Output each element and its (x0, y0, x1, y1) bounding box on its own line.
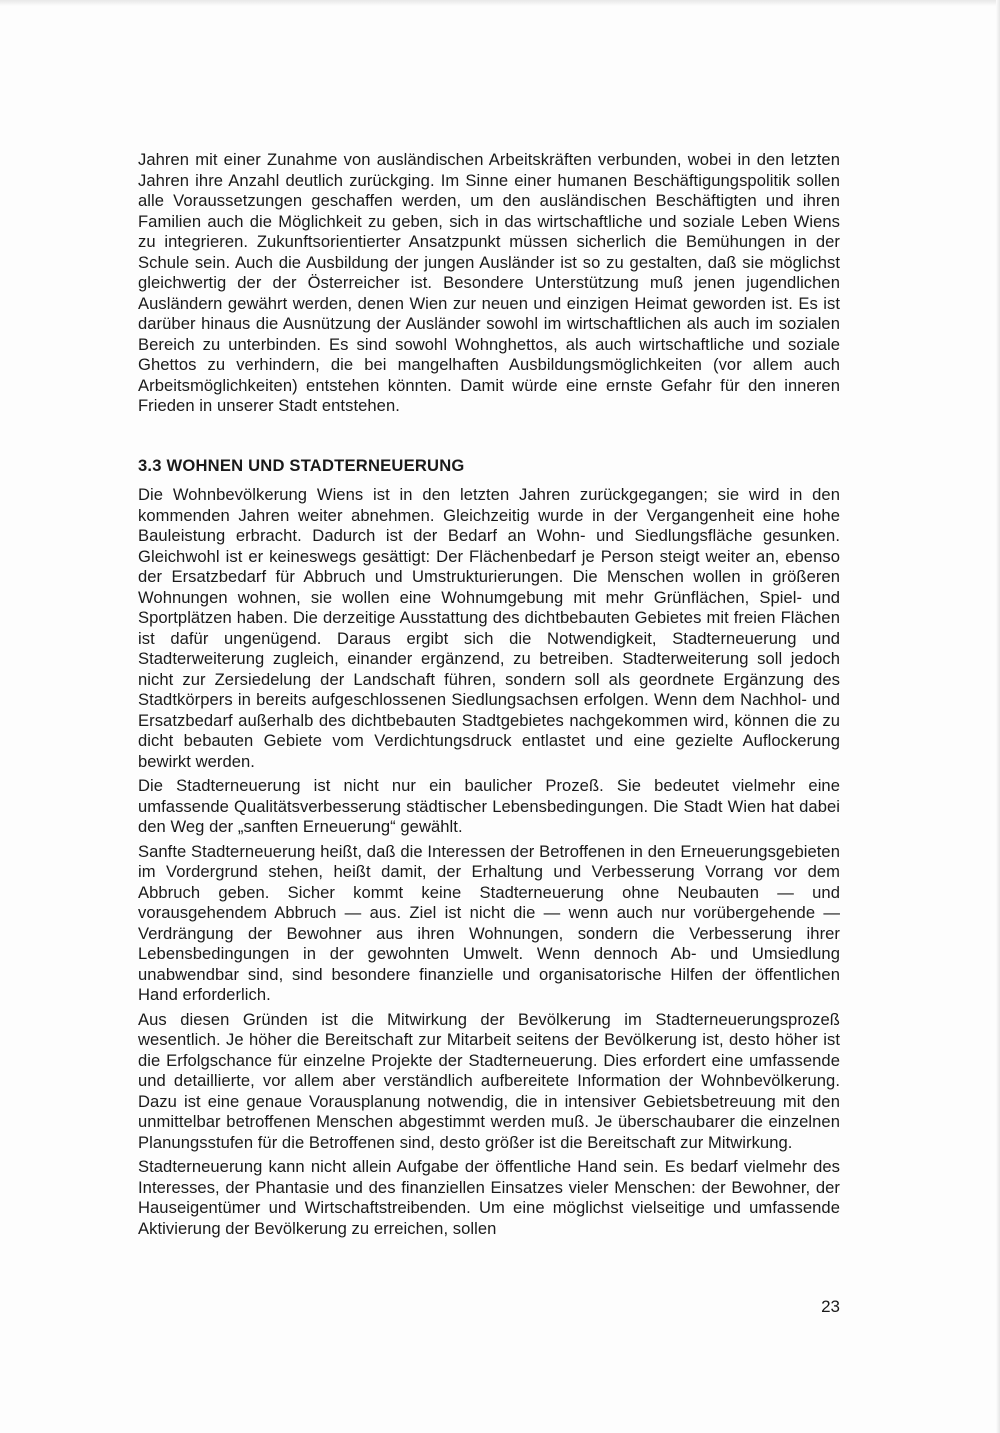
page-edge-shadow (996, 0, 1000, 1433)
intro-paragraph: Jahren mit einer Zunahme von ausländischen Arbeitskräften verbunden, wobei in den letzten Jahren ihre Anzahl deutlich zurückging. Im Sinne einer humanen Beschäftigungspolitik sollen alle Voraussetzungen geschaffen werden, um den ausländischen Beschäftigten und ihren Familien auch die Möglichkeit zu geben, sich in das wirtschaftliche und soziale Leben Wiens zu integrieren. Zukunftsorientierter Ansatzpunkt müssen sicherlich die Bemühungen in der Schule sein. Auch die Ausbildung der jungen Ausländer ist so zu gestalten, daß sie möglichst gleichwertig der der Österreicher ist. Besondere Unterstützung muß jenen jugendlichen Ausländern gewährt werden, denen Wien zur neuen und einzigen Heimat geworden ist. Es ist darüber hinaus die Ausnützung der Ausländer sowohl im wirtschaftlichen als auch im sozialen Bereich zu unterbinden. Es sind sowohl Wohnghettos, als auch wirtschaftliche und soziale Ghettos zu verhindern, die bei mangelhaften Ausbildungsmöglichkeiten (vor allem auch Arbeitsmöglichkeiten) entstehen könnten. Damit würde eine ernste Gefahr für den inneren Frieden in unserer Stadt entstehen. (138, 150, 840, 415)
body-paragraph: Stadterneuerung kann nicht allein Aufgabe der öffentliche Hand sein. Es bedarf vielmehr des Interesses, der Phantasie und des finanziellen Einsatzes vieler Menschen: der Bewohner, der Hauseigentümer und Wirtschaftstreibenden. Um eine möglichst vielseitige und umfassende Aktivierung der Bevölkerung zu erreichen, sollen (138, 1157, 840, 1238)
body-paragraph: Aus diesen Gründen ist die Mitwirkung der Bevölkerung im Stadterneuerungsprozeß wesentlich. Je höher die Bereitschaft zur Mitarbeit seitens der Bevölkerung ist, desto höher ist die Erfolgschance für einzelne Projekte der Stadterneuerung. Dies erfordert eine umfassende und detaillierte, vor allem aber verständlich aufbereitete Information der Wohnbevölkerung. Dazu ist eine genaue Vorausplanung notwendig, die in intensiver Gebietsbetreuung mit den unmittelbar betroffenen Menschen abgestimmt werden muß. Je überschaubarer die einzelnen Planungsstufen für die Betroffenen sind, desto größer ist die Bereitschaft zur Mitwirkung. (138, 1009, 840, 1152)
body-paragraph: Die Wohnbevölkerung Wiens ist in den letzten Jahren zurückgegangen; sie wird in den kommenden Jahren weiter abnehmen. Gleichzeitig wurde in der Vergangenheit eine hohe Bauleistung erbracht. Dadurch ist der Bedarf an Wohn- und Siedlungsfläche gesunken. Gleichwohl ist er keineswegs gesättigt: Der Flächenbedarf je Person steigt weiter an, ebenso der Ersatzbedarf für Abbruch und Umstrukturierungen. Die Menschen wollen in größeren Wohnungen wohnen, sie wollen eine Wohnumgebung mit mehr Grünflächen, Spiel- und Sportplätzen haben. Die derzeitige Ausstattung des dichtbebauten Gebietes mit freien Flächen ist dafür ungenügend. Daraus ergibt sich die Notwendigkeit, Stadterneuerung und Stadterweiterung zugleich, einander ergänzend, zu betreiben. Stadterweiterung soll jedoch nicht zur Zersiedelung der Landschaft führen, sondern soll als geordnete Ergänzung des Stadtkörpers in bereits aufgeschlossenen Siedlungsachsen erfolgen. Wenn dem Nachhol- und Ersatzbedarf außerhalb des dichtbebauten Stadtgebietes nachgekommen wird, können die zu dicht bebauten Gebiete vom Verdichtungsdruck entlastet und eine gezielte Auflockerung bewirkt werden. (138, 485, 840, 771)
page-edge-shadow (0, 0, 1000, 6)
body-paragraph: Die Stadterneuerung ist nicht nur ein baulicher Prozeß. Sie bedeutet vielmehr eine umfassende Qualitätsverbesserung städtischer Lebensbedingungen. Die Stadt Wien hat dabei den Weg der „sanften Erneuerung“ gewählt. (138, 776, 840, 836)
body-paragraph: Sanfte Stadterneuerung heißt, daß die Interessen der Betroffenen in den Erneuerungsgebieten im Vordergrund stehen, heißt damit, der Erhaltung und Verbesserung Vorrang vor dem Abbruch geben. Sicher kommt keine Stadterneuerung ohne Neubauten — und vorausgehendem Abbruch — aus. Ziel ist nicht die — wenn auch nur vorübergehende — Verdrängung der Bewohner aus ihren Wohnungen, sondern die Verbesserung ihrer Lebensbedingungen in der gewohnten Umwelt. Wenn dennoch Ab- und Umsiedlung unabwendbar sind, sind besondere finanzielle und organisatorische Hilfen der öffentlichen Hand erforderlich. (138, 841, 840, 1004)
page-number: 23 (821, 1297, 840, 1316)
text-column (138, 150, 840, 1243)
section-heading: 3.3 WOHNEN UND STADTERNEUERUNG (138, 455, 465, 475)
